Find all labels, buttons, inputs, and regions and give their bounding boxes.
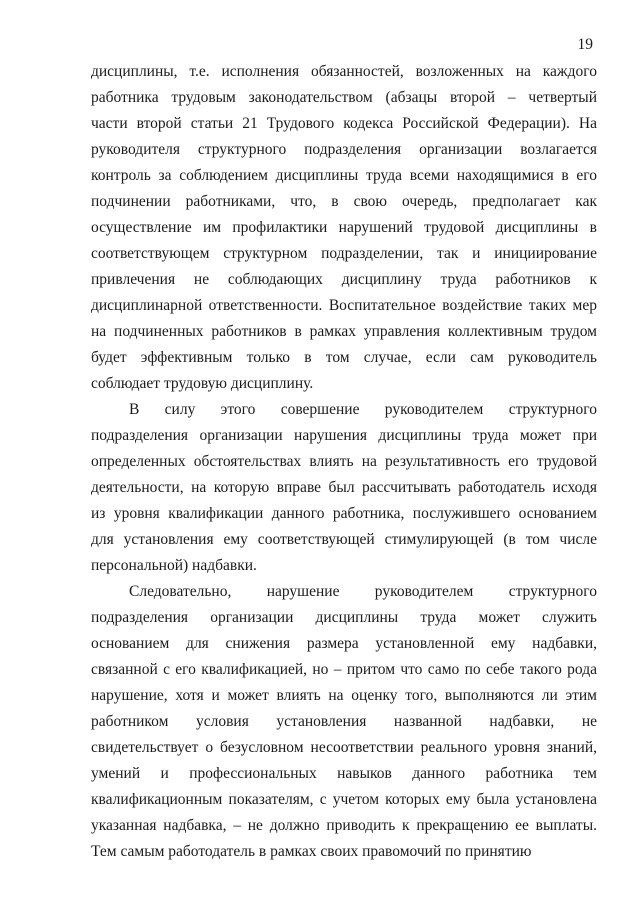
text-line: квалификационным показателям, с учетом которых ему была установлена (91, 791, 597, 808)
page-number: 19 (577, 36, 593, 53)
text-line: соответствующем структурном подразделении, так и инициирование (91, 245, 597, 262)
text-line: соблюдает трудовую дисциплину. (91, 375, 314, 392)
text-line: руководителя структурного подразделения организации возлагается (91, 141, 597, 158)
paragraph-1 (91, 59, 597, 397)
text-line: персональной) надбавки. (91, 557, 257, 574)
text-line: части второй статьи 21 Трудового кодекса Российской Федерации). На (91, 115, 597, 132)
text-line: свидетельствует о безусловном несоответствии реального уровня знаний, (91, 739, 597, 756)
text-line: деятельности, на которую вправе был рассчитывать работодатель исходя (91, 479, 597, 496)
text-line: подразделения организации дисциплины труда может служить (91, 609, 597, 626)
text-line: основанием для снижения размера установленной ему надбавки, (91, 635, 597, 652)
text-line: нарушение, хотя и может влиять на оценку того, выполняются ли этим (91, 687, 597, 704)
text-line: подчинении работниками, что, в свою очередь, предполагает как (91, 193, 597, 210)
text-line: будет эффективным только в том случае, если сам руководитель (91, 349, 597, 366)
text-line: привлечения не соблюдающих дисциплину труда работников к (91, 271, 597, 288)
text-line: для установления ему соответствующей стимулирующей (в том числе (91, 531, 597, 548)
text-line: работника трудовым законодательством (абзацы второй – четвертый (91, 89, 597, 106)
text-line: осуществление им профилактики нарушений трудовой дисциплины в (91, 219, 597, 236)
text-line: на подчиненных работников в рамках управления коллективным трудом (91, 323, 597, 340)
text-line: Следовательно, нарушение руководителем структурного (129, 583, 597, 600)
text-line: В силу этого совершение руководителем структурного (129, 401, 597, 418)
text-line: контроль за соблюдением дисциплины труда всеми находящимися в его (91, 167, 597, 184)
paragraph-2 (91, 397, 597, 579)
text-line: дисциплины, т.е. исполнения обязанностей, возложенных на каждого (91, 63, 597, 80)
text-line: подразделения организации нарушения дисциплины труда может при (91, 427, 597, 444)
text-line: связанной с его квалификацией, но – притом что само по себе такого рода (91, 661, 597, 678)
text-line: определенных обстоятельствах влиять на результативность его трудовой (91, 453, 597, 470)
text-line: дисциплинарной ответственности. Воспитательное воздействие таких мер (91, 297, 597, 314)
text-line: указанная надбавка, – не должно приводить к прекращению ее выплаты. (91, 817, 597, 834)
body-text (91, 59, 597, 865)
text-line: Тем самым работодатель в рамках своих правомочий по принятию (91, 843, 532, 860)
text-line: из уровня квалификации данного работника, послужившего основанием (91, 505, 597, 522)
text-line: работником условия установления названной надбавки, не (91, 713, 597, 730)
text-line: умений и профессиональных навыков данного работника тем (91, 765, 597, 782)
paragraph-3 (91, 579, 597, 865)
